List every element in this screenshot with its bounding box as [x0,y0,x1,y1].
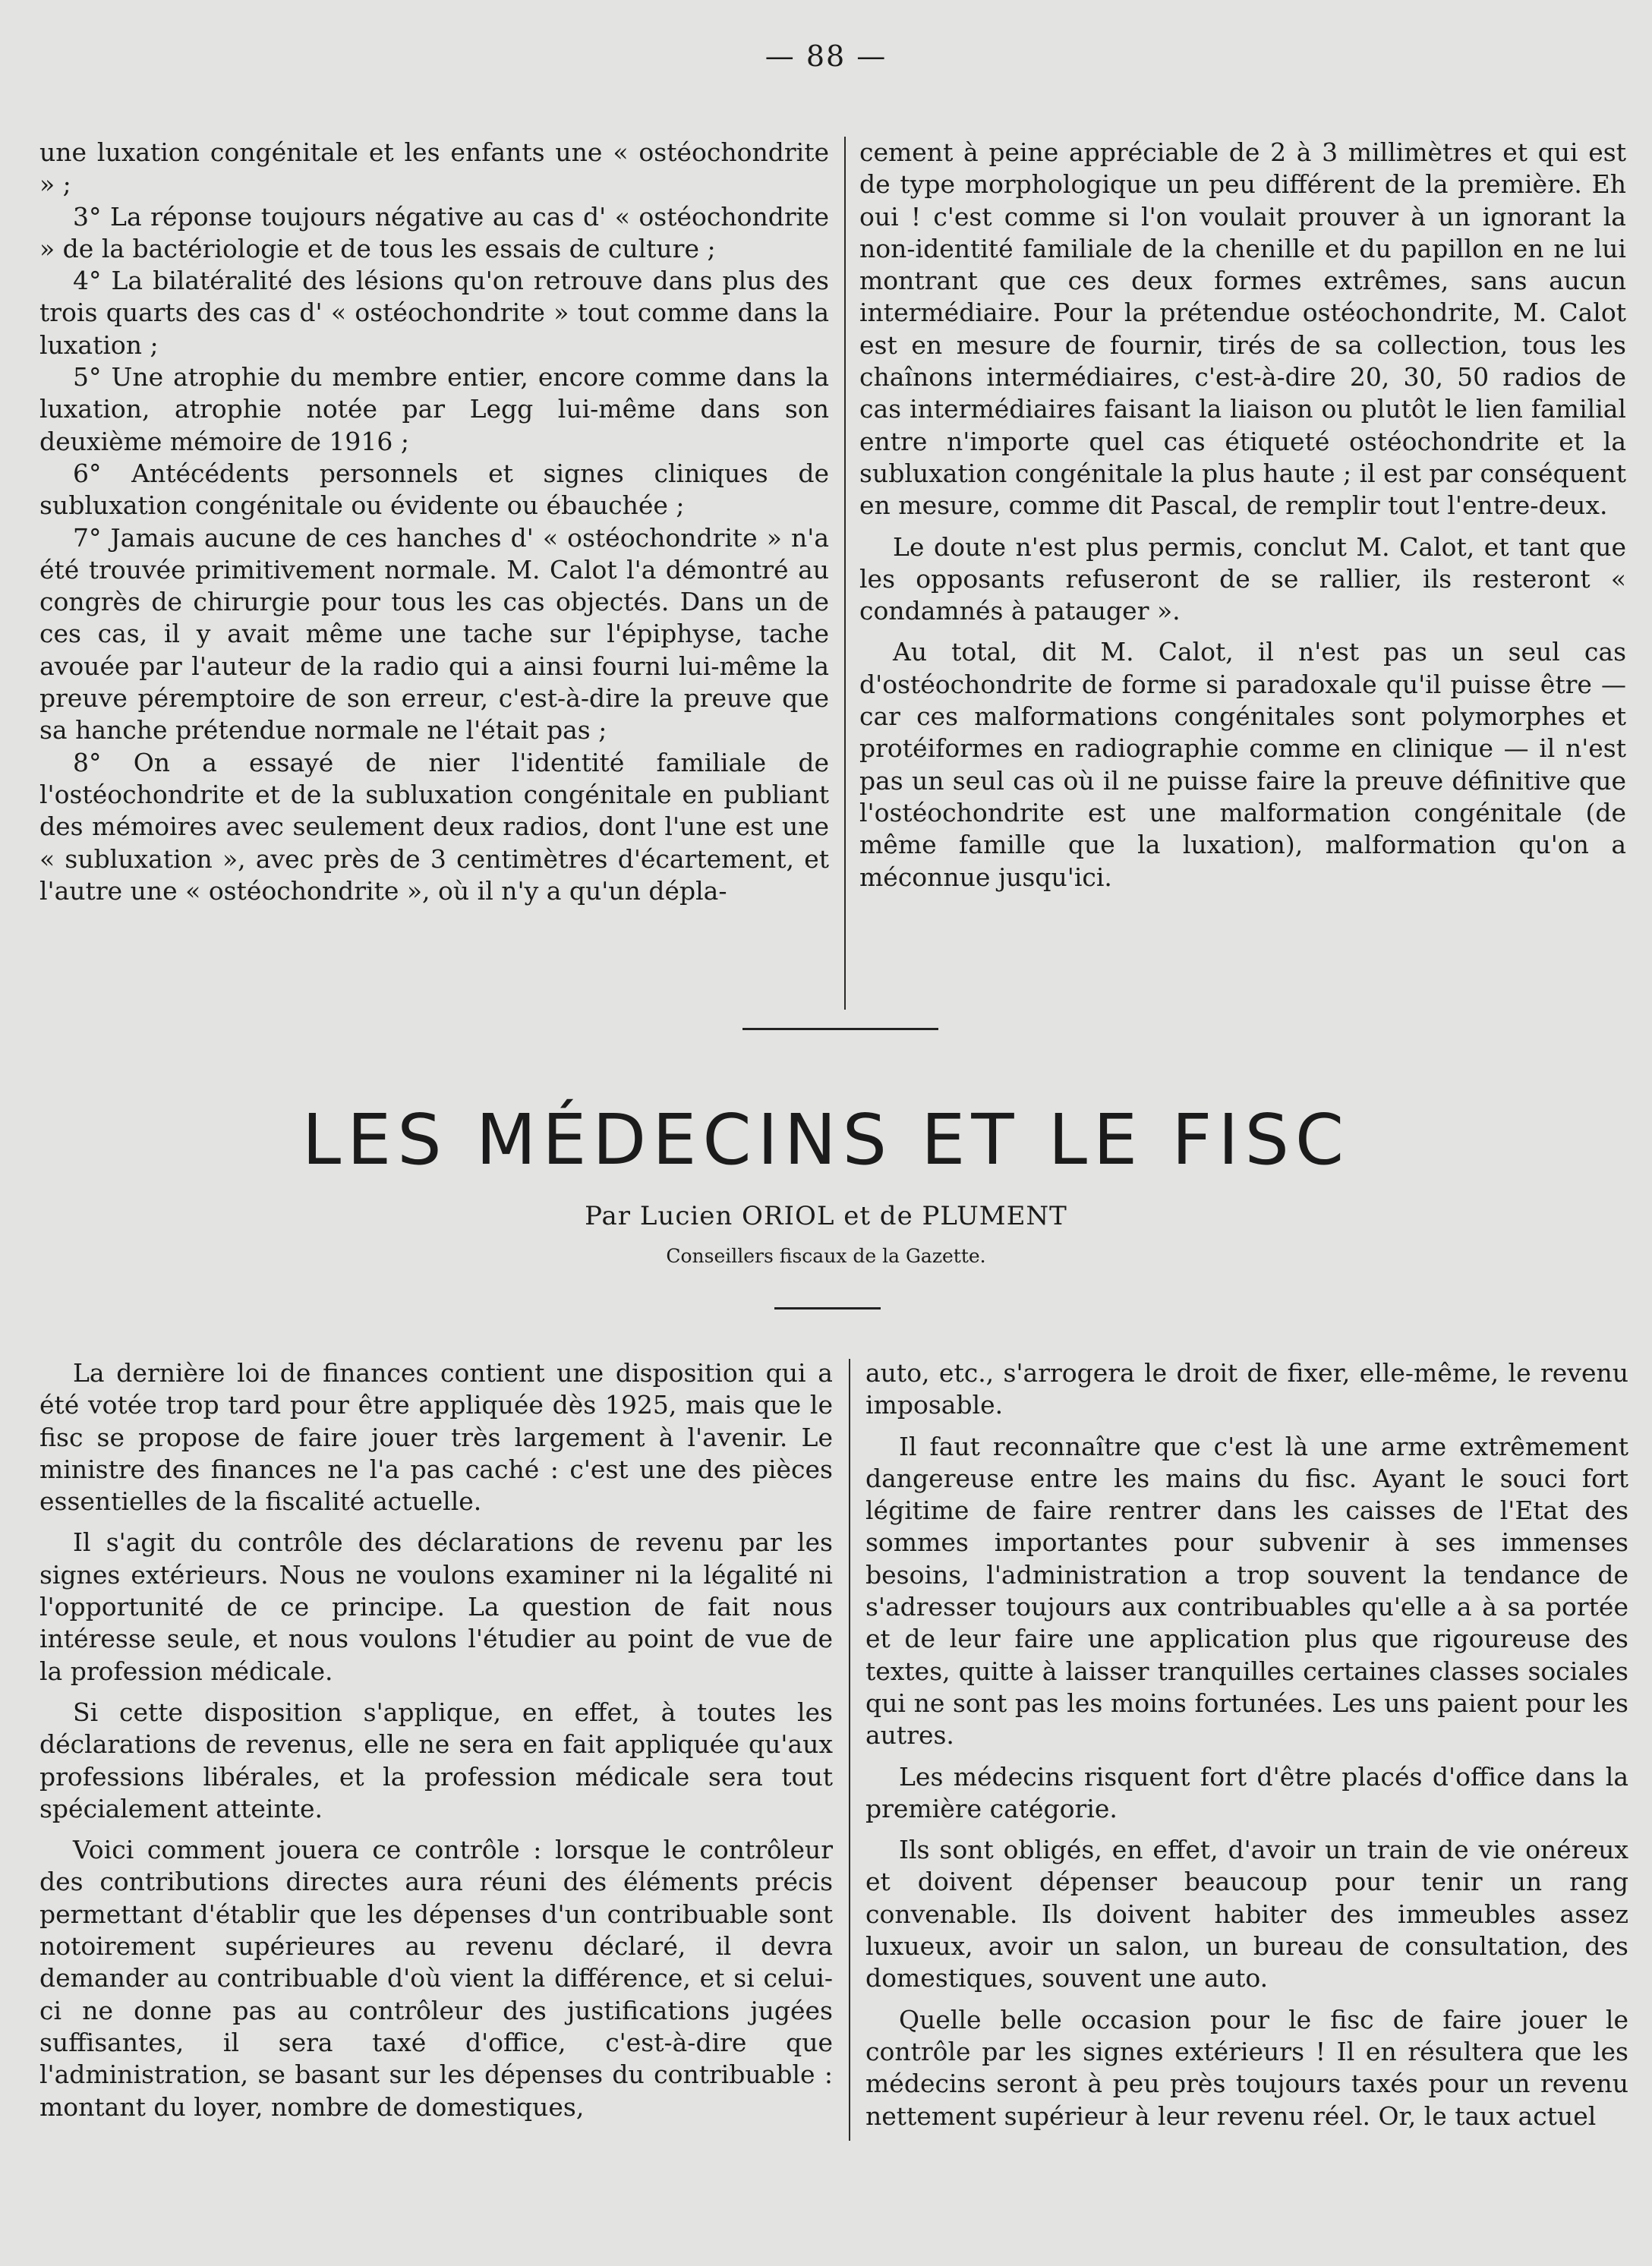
paragraph: 6° Antécédents personnels et signes cliniques de subluxation congénitale ou évidente ou ébauchée ; [39,458,829,521]
paragraph: cement à peine appréciable de 2 à 3 millimètres et qui est de type morphologique un peu différent de la première. Eh oui ! c'est comme si l'on voulait prouver à un ignorant la non-identité familiale de la chenille et du papillon en ne lui montrant que ces deux formes extrêmes, sans aucun intermédiaire. Pour la prétendue ostéochondrite, M. Calot est en mesure de fournir, tirés de sa collection, tous les chaînons intermédiaires, c'est-à-dire 20, 30, 50 radios de cas intermédiaires faisant la liaison ou plutôt le lien familial entre n'importe quel cas étiqueté ostéochondrite et la subluxation congénitale la plus haute ; il est par conséquent en mesure, comme dit Pascal, de remplir tout l'entre-deux. [859,137,1626,521]
bottom-left-column [39,1357,833,2123]
paragraph: 3° La réponse toujours négative au cas d' « ostéochondrite » de la bactériologie et de tous les essais de culture ; [39,201,829,263]
column-divider [849,1359,850,2141]
paragraph: Il faut reconnaître que c'est là une arme extrêmement dangereuse entre les mains du fisc. Ayant le souci fort légitime de faire rentrer dans les caisses de l'Etat des sommes importantes pour subvenir à ses immenses besoins, l'administration a trop souvent la tendance de s'adresser toujours aux contribuables qu'elle a à sa portée et de leur faire une application plus que rigoureuse des textes, quitte à laisser tranquilles certaines classes sociales qui ne sont pas les moins fortunées. Les uns paient pour les autres. [865,1431,1628,1751]
column-divider [844,137,846,1010]
paragraph: Si cette disposition s'applique, en effet, à toutes les déclarations de revenus, elle ne sera en fait appliquée qu'aux professions libérales, et la profession médicale sera tout spécialement atteinte. [39,1697,833,1823]
bottom-right-column [865,1357,1628,2132]
byline-subtitle: Conseillers fiscaux de la Gazette. [666,1245,986,1267]
paragraph: Voici comment jouera ce contrôle : lorsque le contrôleur des contributions directes aura réuni des éléments précis permettant d'établir que les dépenses d'un contribuable sont notoirement supérieures au revenu déclaré, il devra demander au contribuable d'où vient la différence, et si celui-ci ne donne pas au contrôleur des justifications jugées suffisantes, il sera taxé d'office, c'est-à-dire que l'administration, se basant sur les dépenses du contribuable : montant du loyer, nombre de domestiques, [39,1835,833,2122]
paragraph: une luxation congénitale et les enfants une « ostéochondrite » ; [39,137,829,200]
paragraph: Au total, dit M. Calot, il n'est pas un seul cas d'ostéochondrite de forme si paradoxale qu'il puisse être — car ces malformations congénitales sont polymorphes et protéiformes en radiographie comme en clinique — il n'est pas un seul cas où il ne puisse faire la preuve définitive que l'ostéochondrite est une malformation congénitale (de même famille que la luxation), malformation qu'on a méconnue jusqu'ici. [859,637,1626,892]
section-separator [742,1028,938,1030]
page-number: — 88 — [765,39,887,73]
byline: Par Lucien ORIOL et de PLUMENT [585,1201,1067,1231]
paragraph: Quelle belle occasion pour le fisc de faire jouer le contrôle par les signes extérieurs ! Il en résultera que les médecins seront à peu près toujours taxés pour un revenu nettement supérieur à leur revenu réel. Or, le taux actuel [865,2004,1628,2131]
paragraph: Le doute n'est plus permis, conclut M. Calot, et tant que les opposants refuseront de se rallier, ils resteront « condamnés à patauger ». [859,531,1626,626]
paragraph: auto, etc., s'arrogera le droit de fixer, elle-même, le revenu imposable. [865,1358,1628,1420]
article-title: LES MÉDECINS ET LE FISC [301,1099,1351,1180]
title-separator [774,1307,881,1309]
top-left-column [39,137,829,907]
paragraph: Les médecins risquent fort d'être placés d'office dans la première catégorie. [865,1761,1628,1823]
paragraph: 7° Jamais aucune de ces hanches d' « ostéochondrite » n'a été trouvée primitivement normale. M. Calot l'a démontré au congrès de chirurgie pour tous les cas objectés. Dans un de ces cas, il y avait même une tache sur l'épiphyse, tache avouée par l'auteur de la radio qui a ainsi fourni lui-même la preuve péremptoire de son erreur, c'est-à-dire la preuve que sa hanche prétendue normale ne l'était pas ; [39,522,829,745]
paragraph: 5° Une atrophie du membre entier, encore comme dans la luxation, atrophie notée par Legg lui-même dans son deuxième mémoire de 1916 ; [39,362,829,456]
top-right-column [859,137,1626,893]
paragraph: Il s'agit du contrôle des déclarations de revenu par les signes extérieurs. Nous ne voulons examiner ni la légalité ni l'opportunité de ce principe. La question de fait nous intéresse seule, et nous voulons l'étudier au point de vue de la profession médicale. [39,1527,833,1686]
paragraph: La dernière loi de finances contient une disposition qui a été votée trop tard pour être appliquée dès 1925, mais que le fisc se propose de faire jouer très largement à l'avenir. Le ministre des finances ne l'a pas caché : c'est une des pièces essentielles de la fiscalité actuelle. [39,1358,833,1517]
paragraph: 8° On a essayé de nier l'identité familiale de l'ostéochondrite et de la subluxation congénitale en publiant des mémoires avec seulement deux radios, dont l'une est une « subluxation », avec près de 3 centimètres d'écartement, et l'autre une « ostéochondrite », où il n'y a qu'un dépla- [39,747,829,906]
paragraph: 4° La bilatéralité des lésions qu'on retrouve dans plus des trois quarts des cas d' « ostéochondrite » tout comme dans la luxation ; [39,266,829,360]
paragraph: Ils sont obligés, en effet, d'avoir un train de vie onéreux et doivent dépenser beaucoup pour tenir un rang convenable. Ils doivent habiter des immeubles assez luxueux, avoir un salon, un bureau de consultation, des domestiques, souvent une auto. [865,1835,1628,1993]
